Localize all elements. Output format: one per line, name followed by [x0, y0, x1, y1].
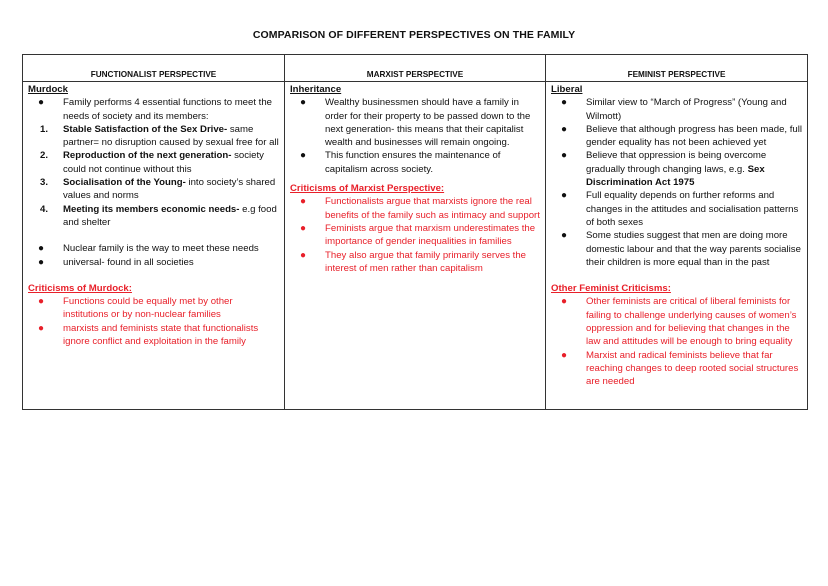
- marxist-list: [290, 96, 540, 176]
- marxist-cell: [285, 82, 546, 410]
- bullet-icon: ●: [561, 296, 568, 308]
- function-title: Meeting its members economic needs-: [63, 203, 240, 215]
- function-item: [28, 176, 279, 203]
- bullet-icon: ●: [561, 349, 568, 361]
- criticism-text: They also argue that family primarily serves the interest of men rather than capitalism: [325, 249, 527, 274]
- header-feminist: FEMINIST PERSPECTIVE: [546, 55, 808, 82]
- list-item: [290, 149, 540, 176]
- criticism-list: [28, 295, 279, 348]
- list-item: [551, 149, 802, 189]
- criticism-heading: Criticisms of Marxist Perspective:: [290, 183, 445, 195]
- bullet-icon: ●: [300, 196, 307, 208]
- list-item: [28, 96, 279, 123]
- list-item: [551, 229, 802, 269]
- list-item-text: Nuclear family is the way to meet these needs: [63, 243, 259, 255]
- criticism-text: Other feminists are critical of liberal feminists for failing to challenge underlying causes of women’s oppression and for believing that changes in the law and attitudes will be enough to bring equality: [586, 296, 797, 348]
- bullet-icon: ●: [561, 190, 568, 202]
- criticism-text: Functions could be equally met by other institutions or by non-nuclear families: [63, 296, 233, 321]
- list-item-bold: Sex Discrimination Act 1975: [586, 163, 765, 189]
- criticism-item: [551, 349, 802, 389]
- list-item: [28, 256, 279, 269]
- criticism-item: [551, 295, 802, 348]
- spacer: [28, 269, 279, 282]
- criticism-item: [290, 222, 540, 249]
- criticism-item: [290, 249, 540, 276]
- function-title: Stable Satisfaction of the Sex Drive-: [63, 123, 228, 135]
- criticism-text: Feminists argue that marxism underestimates the importance of gender inequalities in families: [325, 222, 536, 248]
- criticism-text: marxists and feminists state that functionalists ignore conflict and exploitation in the family: [63, 322, 259, 348]
- intro-list: [28, 96, 279, 123]
- function-item: [28, 203, 279, 230]
- list-item: [551, 96, 802, 123]
- section-heading-murdock: Murdock: [28, 84, 68, 95]
- list-number: 1.: [40, 123, 49, 135]
- section-heading-inheritance: Inheritance: [290, 84, 342, 95]
- bullet-icon: ●: [300, 249, 307, 261]
- bullet-icon: ●: [300, 222, 307, 234]
- list-item-text: universal- found in all societies: [63, 256, 194, 268]
- header-marxist: MARXIST PERSPECTIVE: [285, 55, 546, 82]
- list-item: [28, 242, 279, 255]
- document-title: COMPARISON OF DIFFERENT PERSPECTIVES ON THE FAMILY: [252, 29, 576, 41]
- functionalist-cell: [23, 82, 285, 410]
- spacer: [28, 229, 279, 242]
- criticism-heading: Other Feminist Criticisms:: [551, 283, 671, 295]
- bullet-icon: ●: [300, 97, 307, 109]
- section-heading-liberal: Liberal: [551, 84, 583, 95]
- feminist-cell: [546, 82, 808, 410]
- list-item: [551, 189, 802, 229]
- list-item-text: Believe that oppression is being overcome gradually through changing laws, e.g.: [586, 150, 767, 175]
- bullet-icon: ●: [300, 150, 307, 162]
- list-item-text: Wealthy businessmen should have a family in order for their property to be passed down to the next generation- this means that their capitalist wealth and businesses will remain ongoing.: [325, 97, 531, 149]
- perspectives-table: [22, 54, 808, 410]
- list-item-text: Believe that although progress has been made, full gender equality has not been achieved yet: [586, 123, 802, 149]
- bullet-icon: ●: [38, 296, 45, 308]
- list-item-text: Similar view to “March of Progress” (Young and Wilmott): [586, 97, 787, 122]
- criticism-heading: Criticisms of Murdock:: [28, 282, 132, 294]
- list-item-text: Some studies suggest that men are doing more domestic labour and that the way parents socialise their children is more equal than in the past: [586, 230, 801, 268]
- criticism-item: [290, 195, 540, 222]
- list-number: 2.: [40, 150, 49, 162]
- functions-list: [28, 123, 279, 229]
- list-item: [551, 123, 802, 150]
- criticism-item: [28, 295, 279, 322]
- bullet-icon: ●: [38, 97, 45, 109]
- summary-list: [28, 242, 279, 269]
- function-item: [28, 149, 279, 176]
- function-text: same partner= no disruption caused by sexual free for all: [63, 123, 279, 149]
- function-title: Socialisation of the Young-: [63, 177, 186, 189]
- bullet-icon: ●: [561, 230, 568, 242]
- criticism-list: [290, 195, 540, 275]
- criticism-text: Marxist and radical feminists believe that far reaching changes to deep rooted social structures are needed: [586, 349, 799, 388]
- bullet-icon: ●: [38, 243, 45, 255]
- content-row: [23, 82, 808, 410]
- header-row: [23, 55, 808, 82]
- bullet-icon: ●: [561, 150, 568, 162]
- function-item: [28, 123, 279, 150]
- bullet-icon: ●: [561, 123, 568, 135]
- function-text: society could not continue without this: [63, 150, 264, 175]
- bullet-icon: ●: [38, 322, 45, 334]
- list-item-text: Family performs 4 essential functions to meet the needs of society and its members:: [63, 97, 273, 122]
- bullet-icon: ●: [38, 256, 45, 268]
- list-item-text: Full equality depends on further reforms and changes in the attitudes and socialisation patterns of both sexes: [586, 190, 799, 228]
- function-text: e.g food and shelter: [63, 203, 277, 228]
- list-number: 4.: [40, 203, 49, 215]
- liberal-list: [551, 96, 802, 269]
- function-text: into society’s shared values and norms: [63, 177, 276, 202]
- bullet-icon: ●: [561, 97, 568, 109]
- list-number: 3.: [40, 177, 49, 189]
- header-functionalist: FUNCTIONALIST PERSPECTIVE: [23, 55, 285, 82]
- list-item: [290, 96, 540, 149]
- spacer: [551, 269, 802, 282]
- function-title: Reproduction of the next generation-: [63, 150, 232, 162]
- criticism-item: [28, 322, 279, 349]
- list-item-text: This function ensures the maintenance of capitalism across society.: [325, 150, 501, 175]
- criticism-list: [551, 295, 802, 388]
- criticism-text: Functionalists argue that marxists ignore the real benefits of the family such as intimacy and support: [325, 196, 540, 221]
